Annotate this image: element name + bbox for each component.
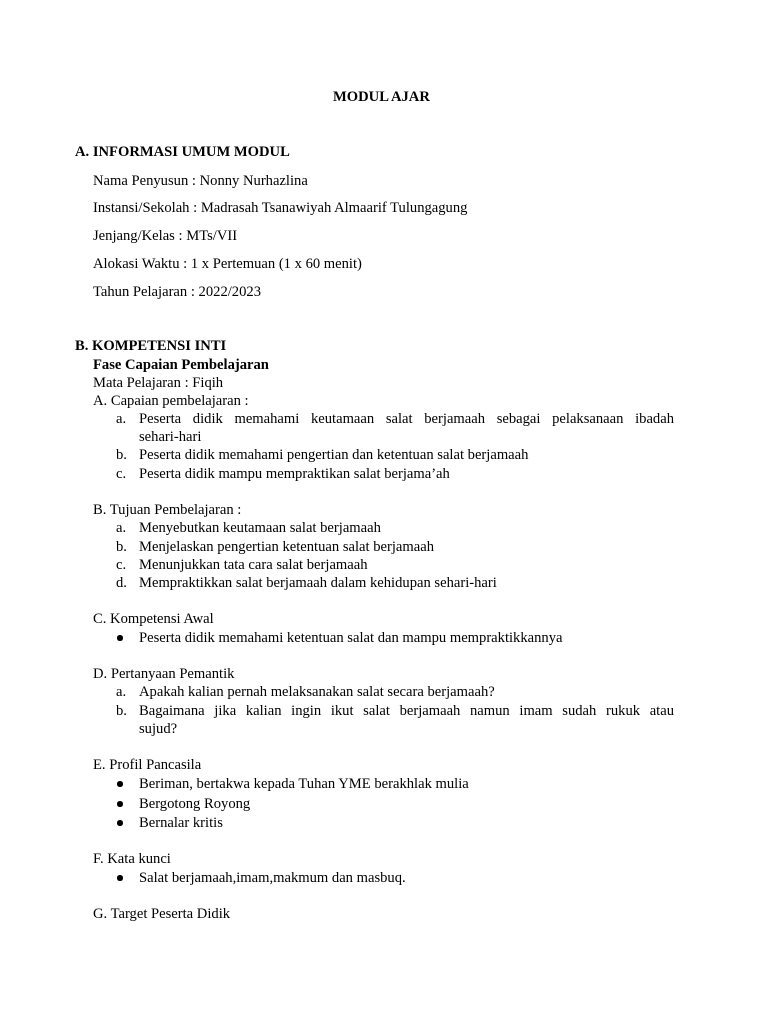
- list-marker: c.: [116, 557, 127, 573]
- document-title: MODUL AJAR: [333, 89, 430, 105]
- kompetensi-heading: C. Kompetensi Awal: [93, 611, 214, 627]
- kata-kunci-heading: F. Kata kunci: [93, 851, 171, 867]
- list-marker: a.: [116, 411, 127, 427]
- section-b-heading: B. KOMPETENSI INTI: [75, 338, 227, 354]
- pertanyaan-heading: D. Pertanyaan Pemantik: [93, 666, 235, 682]
- list-item-continuation: sujud?: [139, 721, 178, 737]
- section-a-heading: A. INFORMASI UMUM MODUL: [75, 144, 290, 160]
- list-item: Peserta didik mampu mempraktikan salat berjama’ah: [139, 466, 450, 482]
- list-item-continuation: sehari-hari: [139, 429, 202, 445]
- mapel-line: Mata Pelajaran : Fiqih: [93, 375, 224, 391]
- profil-heading: E. Profil Pancasila: [93, 757, 202, 773]
- list-item: Salat berjamaah,imam,makmum dan masbuq.: [139, 870, 406, 886]
- list-item: Peserta didik memahami ketentuan salat dan mampu mempraktikkannya: [139, 630, 563, 646]
- bullet-icon: [117, 875, 123, 881]
- fase-heading: Fase Capaian Pembelajaran: [93, 357, 269, 373]
- list-item: Menyebutkan keutamaan salat berjamaah: [139, 520, 381, 536]
- list-item: Peserta didik memahami pengertian dan ketentuan salat berjamaah: [139, 447, 529, 463]
- tahun-line: Tahun Pelajaran : 2022/2023: [93, 284, 261, 300]
- bullet-icon: [117, 781, 123, 787]
- list-item: Menjelaskan pengertian ketentuan salat berjamaah: [139, 539, 434, 555]
- list-item: Bergotong Royong: [139, 796, 251, 812]
- alokasi-line: Alokasi Waktu : 1 x Pertemuan (1 x 60 menit): [93, 256, 362, 272]
- nama-penyusun-line: Nama Penyusun : Nonny Nurhazlina: [93, 173, 308, 189]
- list-item: Apakah kalian pernah melaksanakan salat secara berjamaah?: [139, 684, 495, 700]
- bullet-icon: [117, 635, 123, 641]
- list-marker: a.: [116, 684, 127, 700]
- list-marker: b.: [116, 539, 127, 555]
- list-item: Mempraktikkan salat berjamaah dalam kehidupan sehari-hari: [139, 575, 497, 591]
- bullet-icon: [117, 801, 123, 807]
- list-marker: b.: [116, 703, 127, 719]
- list-marker: a.: [116, 520, 127, 536]
- list-item: Bernalar kritis: [139, 815, 223, 831]
- capaian-heading: A. Capaian pembelajaran :: [93, 393, 249, 409]
- list-marker: d.: [116, 575, 127, 591]
- tujuan-heading: B. Tujuan Pembelajaran :: [93, 502, 242, 518]
- list-item: Beriman, bertakwa kepada Tuhan YME berakhlak mulia: [139, 776, 469, 792]
- jenjang-line: Jenjang/Kelas : MTs/VII: [93, 228, 238, 244]
- bullet-icon: [117, 820, 123, 826]
- list-marker: b.: [116, 447, 127, 463]
- list-item: Menunjukkan tata cara salat berjamaah: [139, 557, 368, 573]
- instansi-line: Instansi/Sekolah : Madrasah Tsanawiyah Almaarif Tulungagung: [93, 200, 468, 216]
- list-item: Peserta didik memahami keutamaan salat berjamaah sebagai pelaksanaan ibadah: [139, 411, 674, 427]
- list-item: Bagaimana jika kalian ingin ikut salat berjamaah namun imam sudah rukuk atau: [139, 703, 674, 719]
- target-heading: G. Target Peserta Didik: [93, 906, 231, 922]
- list-marker: c.: [116, 466, 127, 482]
